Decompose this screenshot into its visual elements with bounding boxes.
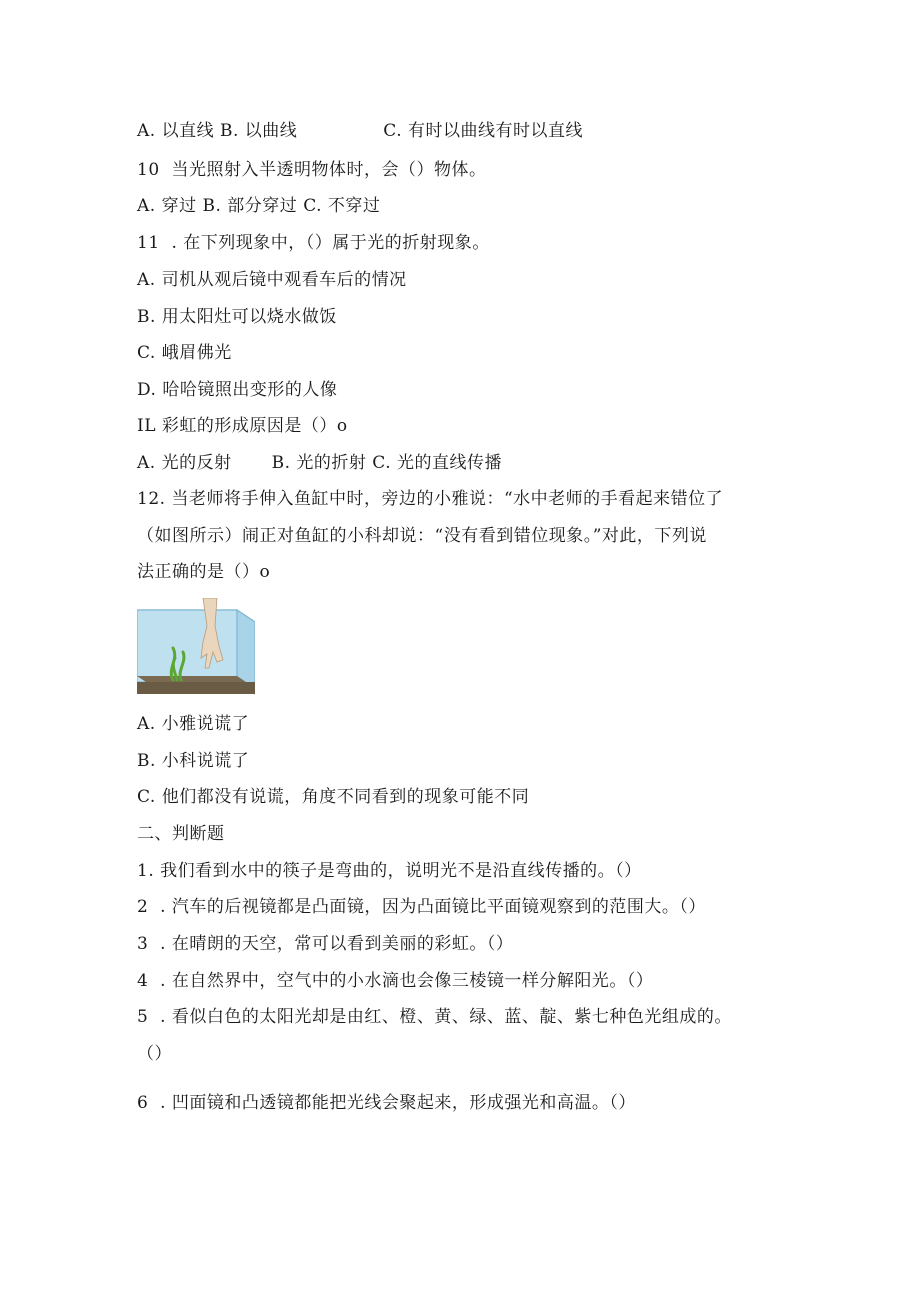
q11-option-d: D. 哈哈镜照出变形的人像	[137, 380, 338, 400]
q12-option-a: A. 小雅说谎了	[137, 714, 250, 734]
section-title: 二、判断题	[137, 824, 225, 844]
judge-item-4: 4 . 在自然界中，空气中的小水滴也会像三棱镜一样分解阳光。（）	[137, 971, 654, 991]
q11-option-a: A. 司机从观后镜中观看车后的情况	[137, 270, 407, 290]
q11b-option-bc: B. 光的折射 C. 光的直线传播	[271, 453, 503, 473]
q12-line-2: （如图所示）闹正对鱼缸的小科却说：“没有看到错位现象。”对此，下列说	[137, 526, 707, 546]
q11b-stem: IL 彩虹的形成原因是（）o	[137, 416, 348, 436]
q9-option-ab: A. 以直线 B. 以曲线	[137, 121, 298, 141]
q11-option-b: B. 用太阳灶可以烧水做饭	[137, 307, 337, 327]
fish-tank-figure	[137, 598, 255, 696]
judge-item-5-blank: （）	[137, 1044, 172, 1064]
judge-item-1: 1. 我们看到水中的筷子是弯曲的，说明光不是沿直线传播的。（）	[137, 861, 642, 881]
q11b-option-a: A. 光的反射	[137, 453, 232, 473]
q10-options: A. 穿过 B. 部分穿过 C. 不穿过	[137, 196, 381, 216]
q9-option-c: C. 有时以曲线有时以直线	[383, 121, 584, 141]
tank-front	[137, 610, 237, 682]
q11b-options	[137, 452, 502, 474]
q12-line-1: 12. 当老师将手伸入鱼缸中时，旁边的小雅说：“水中老师的手看起来错位了	[137, 489, 724, 509]
tank-base	[137, 682, 255, 694]
q12-line-3: 法正确的是（）o	[137, 562, 271, 582]
judge-item-6: 6 . 凹面镜和凸透镜都能把光线会聚起来，形成强光和高温。（）	[137, 1093, 636, 1113]
judge-item-2: 2 . 汽车的后视镜都是凸面镜，因为凸面镜比平面镜观察到的范围大。（）	[137, 897, 706, 917]
judge-item-5: 5 . 看似白色的太阳光却是由红、橙、黄、绿、蓝、靛、紫七种色光组成的。	[137, 1007, 732, 1027]
q12-option-b: B. 小科说谎了	[137, 751, 250, 771]
q11-stem: 11 . 在下列现象中，（）属于光的折射现象。	[137, 233, 490, 253]
q10-stem: 10 当光照射入半透明物体时，会（）物体。	[137, 160, 487, 180]
q9-options	[137, 120, 583, 142]
q11-option-c: C. 峨眉佛光	[137, 343, 232, 363]
q12-option-c: C. 他们都没有说谎，角度不同看到的现象可能不同	[137, 787, 530, 807]
judge-item-3: 3 . 在晴朗的天空，常可以看到美丽的彩虹。（）	[137, 934, 514, 954]
